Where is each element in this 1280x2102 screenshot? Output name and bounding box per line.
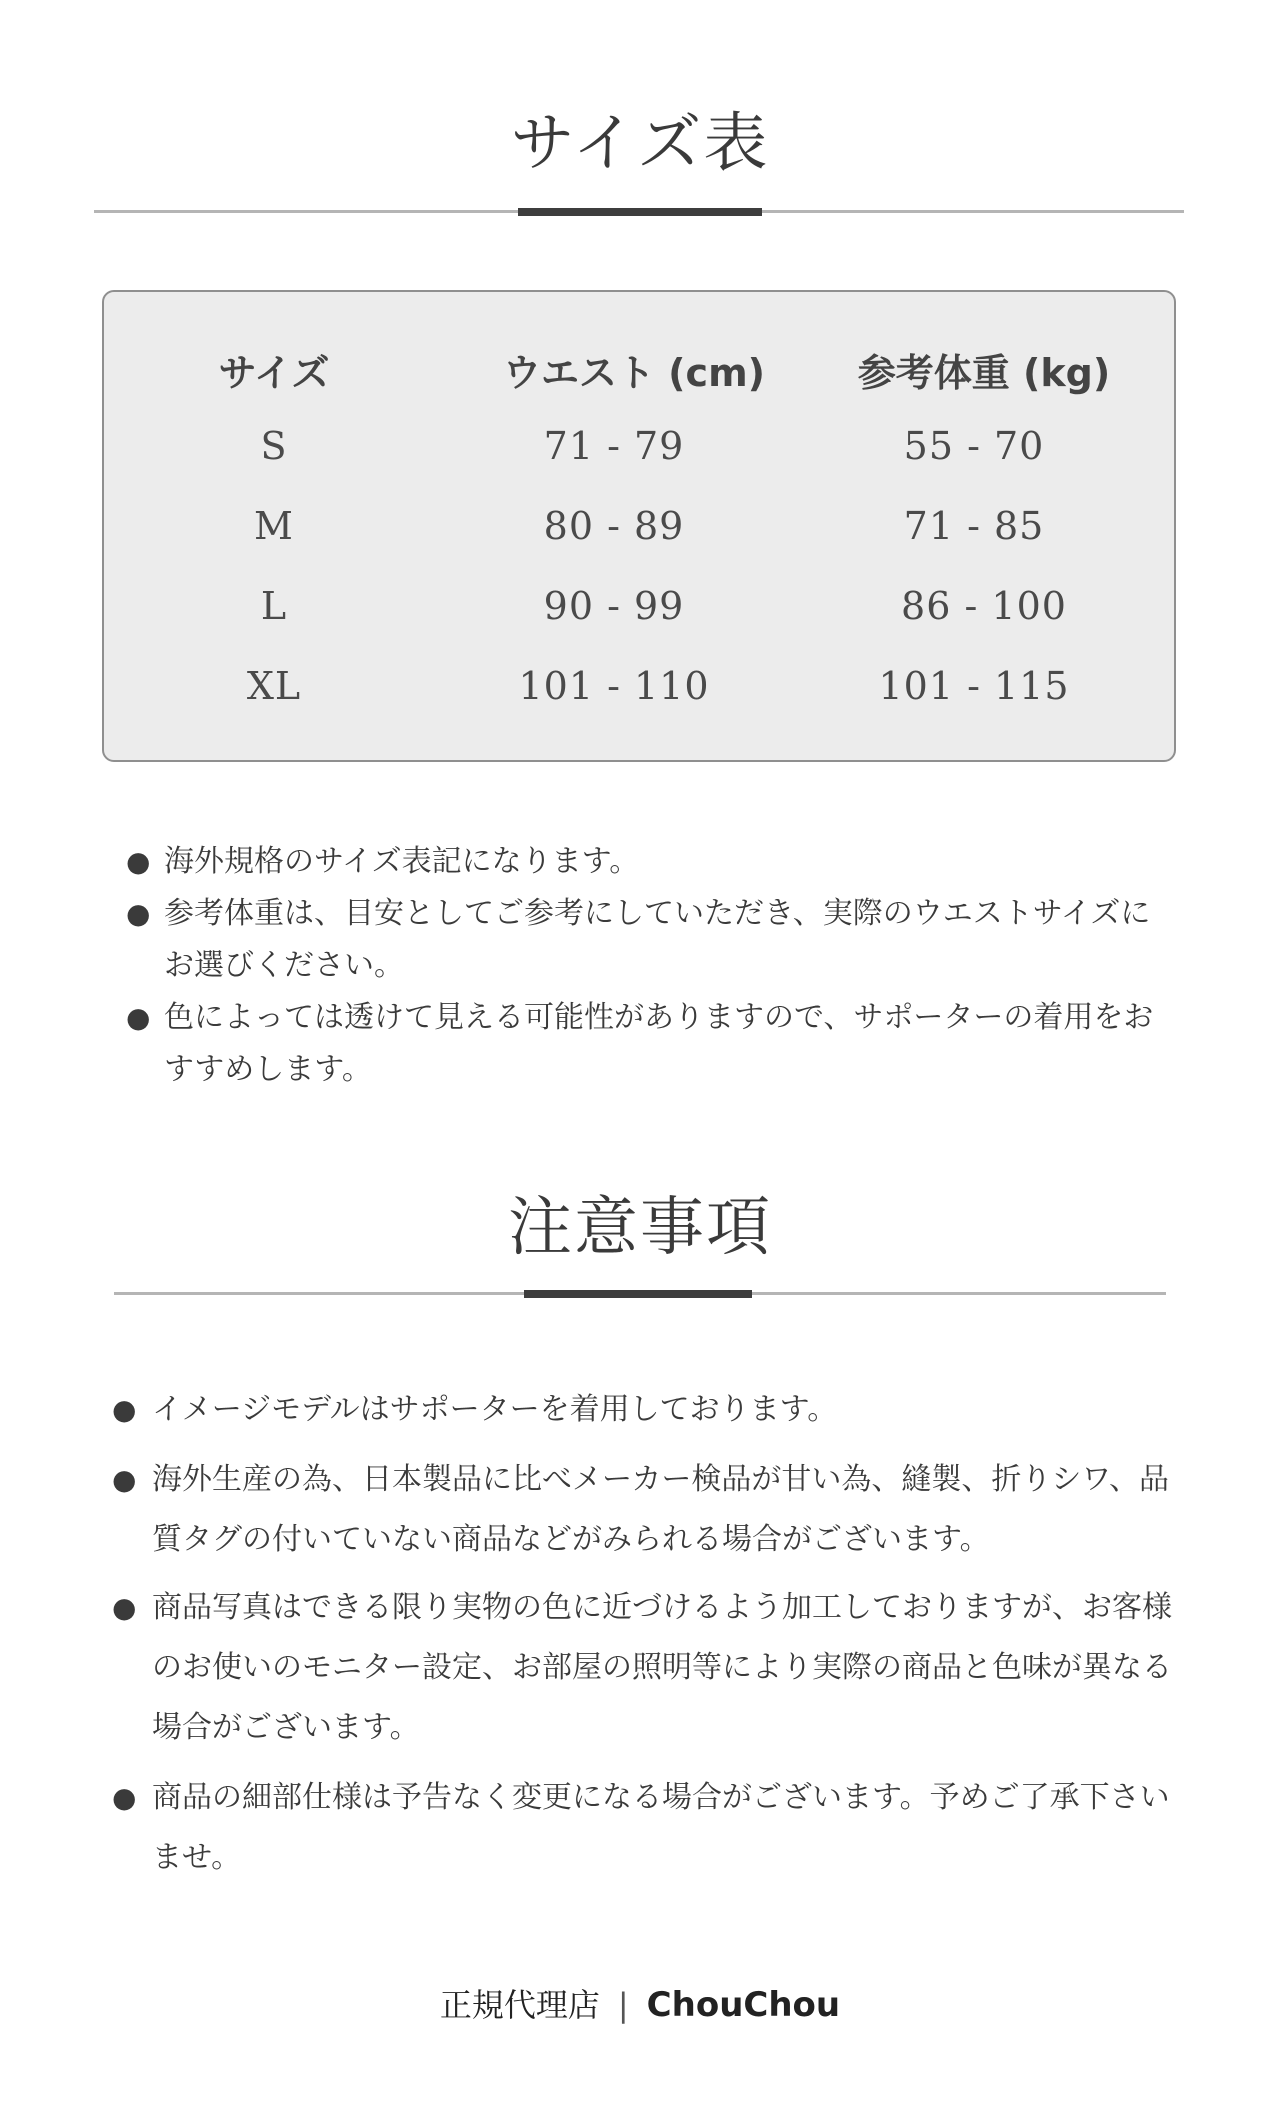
bullet-icon: ● (126, 845, 151, 878)
divider-accent (518, 208, 762, 216)
size-table-title: サイズ表 (510, 107, 770, 181)
caution-item-text: イメージモデルはサポーターを着用しております。 (152, 1392, 838, 1427)
divider-accent (524, 1290, 752, 1298)
caution-item (112, 1768, 1172, 1888)
caution-title: 注意事項 (508, 1191, 772, 1265)
caution-item-text: 商品の細部仕様は予告なく変更になる場合がございます。予めご了承下さいませ。 (152, 1780, 1170, 1875)
size-note (126, 888, 1166, 992)
bullet-icon: ● (112, 1781, 137, 1814)
size-note (126, 992, 1166, 1096)
brand-name: ChouChou (646, 1985, 841, 2025)
caution-item (112, 1380, 1172, 1440)
table-cell-waist: 71 - 79 (543, 424, 685, 468)
table-cell-waist: 80 - 89 (543, 504, 685, 548)
header-size: サイズ (218, 351, 330, 395)
footer-separator: | (617, 1986, 629, 2024)
table-cell-weight: 86 - 100 (901, 584, 1067, 628)
caution-item (112, 1450, 1172, 1570)
table-cell-weight: 71 - 85 (903, 504, 1045, 548)
size-note-text: 参考体重は、目安としてご参考にしていただき、実際のウエストサイズにお選びください。 (164, 896, 1151, 983)
bullet-icon: ● (112, 1591, 137, 1624)
table-cell-size: XL (246, 664, 302, 708)
table-cell-waist: 101 - 110 (518, 664, 710, 708)
table-cell-waist: 90 - 99 (543, 584, 685, 628)
size-table (102, 290, 1176, 762)
caution-item-text: 海外生産の為、日本製品に比べメーカー検品が甘い為、縫製、折りシワ、品質タグの付いていない商品などがみられる場合がございます。 (152, 1462, 1169, 1557)
footer (0, 1980, 1280, 2026)
bullet-icon: ● (126, 897, 151, 930)
bullet-icon: ● (112, 1463, 137, 1496)
size-note (126, 836, 1166, 888)
table-cell-weight: 55 - 70 (903, 424, 1045, 468)
caution-item (112, 1578, 1172, 1758)
table-cell-size: S (260, 424, 288, 468)
bullet-icon: ● (126, 1001, 151, 1034)
footer-label: 正規代理店 (439, 1986, 600, 2024)
bullet-icon: ● (112, 1393, 137, 1426)
table-cell-weight: 101 - 115 (878, 664, 1070, 708)
table-cell-size: M (254, 504, 294, 548)
table-cell-size: L (260, 584, 288, 628)
size-note-text: 海外規格のサイズ表記になります。 (164, 844, 640, 879)
caution-item-text: 商品写真はできる限り実物の色に近づけるよう加工しておりますが、お客様のお使いのモニター設定、お部屋の照明等により実際の商品と色味が異なる場合がございます。 (152, 1590, 1172, 1745)
header-waist: ウエスト (cm) (502, 351, 766, 395)
size-note-text: 色によっては透けて見える可能性がありますので、サポーターの着用をおすすめします。 (164, 1000, 1154, 1087)
header-weight: 参考体重 (kg) (857, 351, 1111, 395)
